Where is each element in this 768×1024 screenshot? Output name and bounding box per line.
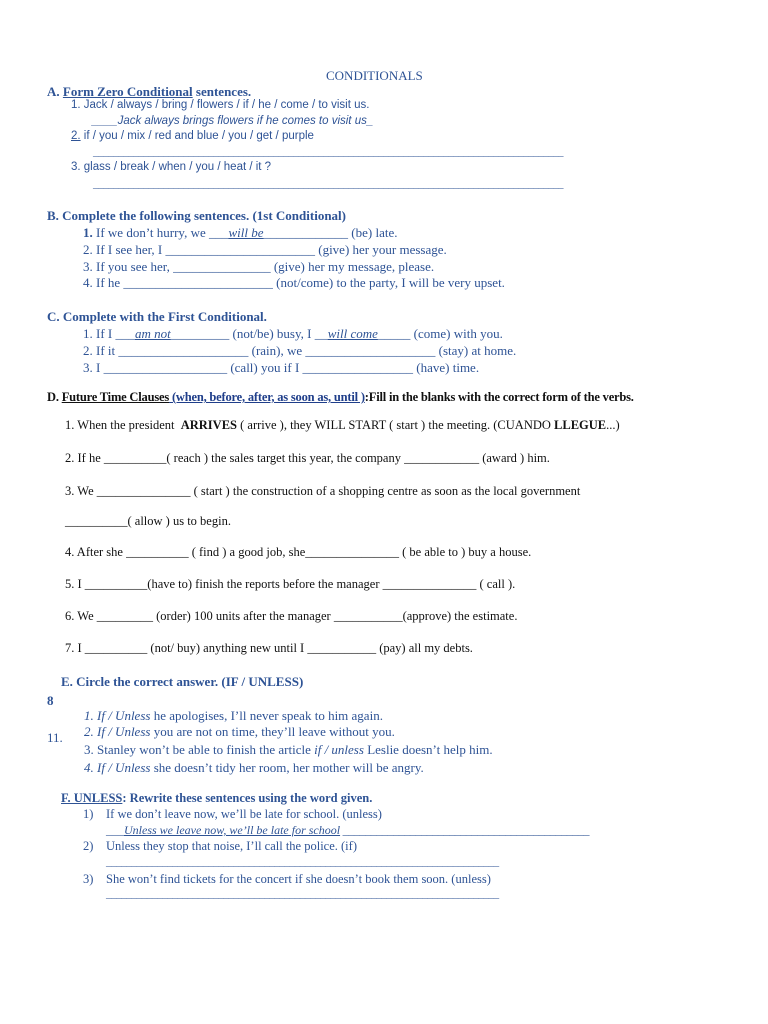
section-d-item-1-text-a: 1. When the president bbox=[65, 418, 181, 432]
section-d-heading-rest: :Fill in the blanks with the correct form of the verbs. bbox=[364, 390, 634, 404]
section-d-item-5: 5. I __________(have to) finish the reports before the manager _______________ ( call ). bbox=[65, 577, 516, 591]
page-title: CONDITIONALS bbox=[326, 68, 423, 83]
section-e-item-1-text: he apologises, I’ll never speak to him again. bbox=[150, 708, 383, 723]
section-e-heading: E. Circle the correct answer. (IF / UNLESS) bbox=[61, 674, 304, 689]
section-d-item-1-text-b: ( arrive ), they WILL START ( start ) the meeting. (CUANDO bbox=[236, 418, 555, 432]
section-d-heading-underlined-1: Future Time Clauses bbox=[61, 390, 170, 404]
section-f-item-3-number: 3) bbox=[83, 872, 94, 886]
section-f-item-1-answer-line bbox=[106, 824, 589, 836]
section-e-item-3-text-a: 3. Stanley won’t be able to finish the article bbox=[84, 742, 315, 757]
section-a-item-1: 1. Jack / always / bring / flowers / if / he / come / to visit us. bbox=[71, 99, 370, 111]
section-f-heading bbox=[61, 792, 372, 805]
section-e-item-1 bbox=[84, 709, 383, 722]
section-b-item-4: 4. If he _______________________ (not/come) to the party, I will be very upset. bbox=[83, 275, 505, 290]
section-d-item-3-cont: __________( allow ) us to begin. bbox=[65, 514, 231, 528]
section-a-item-2-blank: ______________________________________________________________________________________________ bbox=[93, 146, 563, 158]
section-f-item-1-number: 1) bbox=[83, 807, 94, 821]
section-d-heading-underlined-2: (when, before, after, as soon as, until ) bbox=[169, 390, 365, 404]
section-f-item-1-answer-pre: ___ bbox=[106, 823, 124, 837]
section-d-item-4: 4. After she __________ ( find ) a good job, she_______________ ( be able to ) buy a house. bbox=[65, 545, 532, 559]
section-d-item-1 bbox=[65, 419, 620, 432]
section-e-item-2-text: you are not on time, they’ll leave without you. bbox=[150, 724, 395, 739]
margin-number-8: 8 bbox=[47, 693, 54, 708]
section-b-item-2: 2. If I see her, I _______________________ (give) her your message. bbox=[83, 242, 447, 257]
section-a-item-1-answer: ____Jack always brings flowers if he comes to visit us_ bbox=[92, 115, 374, 127]
section-f-item-3: She won’t find tickets for the concert if she doesn’t book them soon. (unless) bbox=[106, 872, 491, 886]
section-c-item-1-text-a: 1. If I ___ bbox=[83, 326, 135, 341]
section-e-item-3 bbox=[84, 743, 493, 756]
section-e-item-4-choice: 4. If / Unless bbox=[84, 760, 151, 775]
section-a-item-2-text: if / you / mix / red and blue / you / get / purple bbox=[80, 130, 314, 142]
section-f-item-1-answer-blank: ____________________________________________ bbox=[340, 823, 590, 837]
section-c-item-1-answer-2: will come bbox=[327, 326, 378, 341]
section-a-item-3-blank: ______________________________________________________________________________________________ bbox=[93, 178, 563, 190]
section-f-heading-underlined: F. UNLESS bbox=[61, 791, 123, 805]
section-e-item-3-choice: if / unless bbox=[314, 742, 364, 757]
section-e-item-4-text: she doesn’t tidy her room, her mother will be angry. bbox=[150, 760, 424, 775]
section-c-item-3: 3. I ___________________ (call) you if I _________________ (have) time. bbox=[83, 360, 480, 375]
section-f-item-2: Unless they stop that noise, I’ll call the police. (if) bbox=[106, 839, 357, 853]
section-f-item-2-number: 2) bbox=[83, 839, 94, 853]
section-a-item-2 bbox=[71, 131, 314, 143]
section-a-heading bbox=[47, 85, 251, 98]
section-e-item-3-text-c: Leslie doesn’t help him. bbox=[363, 742, 493, 757]
section-f-item-1: If we don’t leave now, we’ll be late for school. (unless) bbox=[106, 807, 382, 821]
section-d-item-1-arrives: ARRIVES bbox=[180, 418, 237, 432]
section-a-letter: A. bbox=[47, 84, 63, 99]
section-d-letter: D. bbox=[47, 390, 62, 404]
section-e-item-4 bbox=[84, 761, 424, 774]
section-e-item-2-choice: 2. If / Unless bbox=[84, 724, 151, 739]
section-d-item-1-llegue: LLEGUE bbox=[554, 418, 607, 432]
section-f-item-2-blank: _____________________________________________________________________________ bbox=[106, 856, 499, 868]
section-d-item-7: 7. I __________ (not/ buy) anything new until I ___________ (pay) all my debts. bbox=[65, 641, 473, 655]
section-d-item-6: 6. We _________ (order) 100 units after the manager ___________(approve) the estimate. bbox=[65, 609, 518, 623]
section-d-heading bbox=[47, 391, 634, 404]
section-c-item-2: 2. If it ____________________ (rain), we ____________________ (stay) at home. bbox=[83, 343, 517, 358]
section-e-item-2 bbox=[84, 725, 395, 738]
section-b-item-1 bbox=[83, 226, 397, 239]
section-c-item-1-answer-1: am not bbox=[135, 326, 171, 341]
section-a-heading-underlined: Form Zero Conditional bbox=[62, 84, 193, 99]
section-c-item-1-text-b: _________ (not/be) busy, I __ bbox=[170, 326, 328, 341]
section-b-item-1-text-a: If we don’t hurry, we ___ bbox=[92, 225, 229, 240]
section-b-item-3: 3. If you see her, _______________ (give) her my message, please. bbox=[83, 259, 435, 274]
margin-number-11: 11. bbox=[47, 730, 63, 745]
section-b-item-1-number: 1. bbox=[83, 225, 93, 240]
section-a-item-3: 3. glass / break / when / you / heat / it ? bbox=[71, 161, 272, 173]
section-c-heading: C. Complete with the First Conditional. bbox=[47, 309, 267, 324]
section-d-item-2: 2. If he __________( reach ) the sales target this year, the company ____________ (award ) him. bbox=[65, 451, 550, 465]
section-a-heading-rest: sentences. bbox=[192, 84, 252, 99]
section-a-item-2-number: 2. bbox=[71, 130, 81, 142]
section-d-item-1-text-c: ...) bbox=[606, 418, 620, 432]
section-e-item-1-choice: 1. If / Unless bbox=[84, 708, 151, 723]
section-d-item-3: 3. We _______________ ( start ) the construction of a shopping centre as soon as the local government bbox=[65, 484, 581, 498]
section-c-item-1 bbox=[83, 327, 503, 340]
section-b-item-1-text-b: _____________ (be) late. bbox=[263, 225, 398, 240]
section-f-item-3-blank: _____________________________________________________________________________ bbox=[106, 888, 499, 900]
section-b-heading: B. Complete the following sentences. (1st Conditional) bbox=[47, 208, 346, 223]
section-c-item-1-text-c: _____ (come) with you. bbox=[377, 326, 503, 341]
section-f-item-1-answer: Unless we leave now, we’ll be late for school bbox=[124, 823, 341, 837]
section-b-item-1-answer: will be bbox=[228, 225, 264, 240]
section-f-heading-rest: : Rewrite these sentences using the word given. bbox=[122, 791, 373, 805]
